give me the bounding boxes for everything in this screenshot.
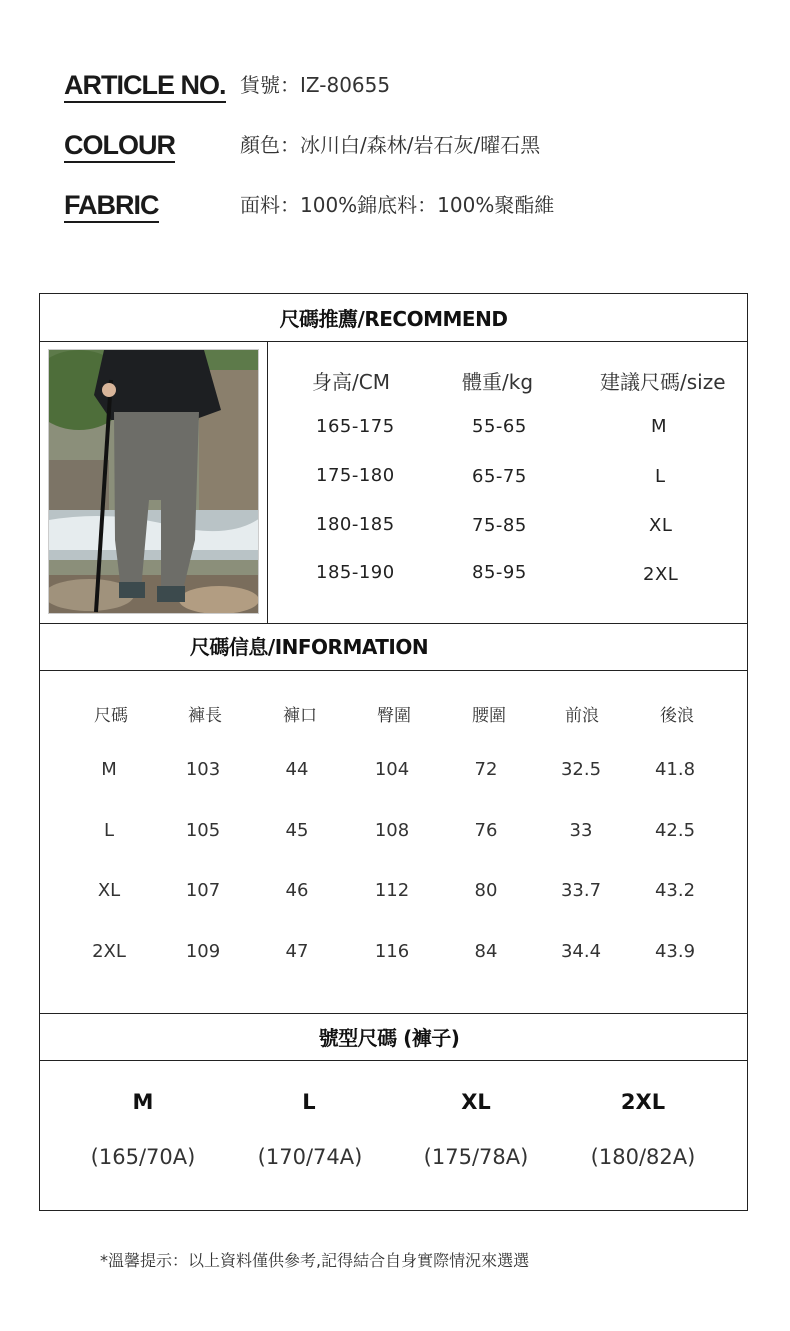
info-front-rise: 33.7 xyxy=(560,880,602,901)
info-back-rise: 43.2 xyxy=(654,880,696,901)
info-hip: 104 xyxy=(374,759,410,780)
divider xyxy=(39,341,748,342)
rec-weight: 85-95 xyxy=(472,562,527,583)
info-hem: 46 xyxy=(285,880,309,901)
info-col-hip: 臀圍 xyxy=(377,706,411,726)
info-hip: 108 xyxy=(374,820,410,841)
info-waist: 84 xyxy=(474,941,498,962)
fit-size: L xyxy=(302,1090,316,1114)
info-hem: 45 xyxy=(285,820,309,841)
info-back-rise: 42.5 xyxy=(654,820,696,841)
info-hip: 116 xyxy=(374,941,410,962)
rec-height: 175-180 xyxy=(316,465,395,486)
divider xyxy=(39,670,748,671)
fit-code: (180/82A) xyxy=(590,1145,696,1169)
colour-value: 顏色：冰川白/森林/岩石灰/曜石黑 xyxy=(240,133,541,157)
rec-col-height: 身高/CM xyxy=(312,370,390,394)
info-length: 103 xyxy=(185,759,221,780)
info-size: M xyxy=(101,759,117,780)
info-col-front-rise: 前浪 xyxy=(565,706,599,726)
info-waist: 80 xyxy=(474,880,498,901)
article-label: ARTICLE NO. xyxy=(64,70,226,103)
rec-size: 2XL xyxy=(643,564,679,585)
rec-size: M xyxy=(651,416,668,437)
info-hem: 44 xyxy=(285,759,309,780)
rec-weight: 75-85 xyxy=(472,515,527,536)
fabric-value: 面料：100%錦底料：100%聚酯維 xyxy=(240,193,555,217)
info-front-rise: 34.4 xyxy=(560,941,602,962)
fit-size: 2XL xyxy=(620,1090,666,1114)
rec-col-weight: 體重/kg xyxy=(462,370,534,394)
fit-code: (165/70A) xyxy=(90,1145,196,1169)
info-back-rise: 43.9 xyxy=(654,941,696,962)
info-hem: 47 xyxy=(285,941,309,962)
info-waist: 72 xyxy=(474,759,498,780)
colour-row xyxy=(0,130,790,170)
divider xyxy=(39,1060,748,1061)
fit-size: XL xyxy=(461,1090,491,1114)
info-hip: 112 xyxy=(374,880,410,901)
rec-height: 165-175 xyxy=(316,416,395,437)
info-col-hem: 褲口 xyxy=(283,706,317,726)
rec-weight: 65-75 xyxy=(472,466,527,487)
rec-size: XL xyxy=(649,515,673,536)
hiker-image xyxy=(49,350,259,614)
info-length: 107 xyxy=(185,880,221,901)
info-size: L xyxy=(103,820,115,841)
info-front-rise: 33 xyxy=(569,820,593,841)
tip-note: *溫馨提示：以上資料僅供參考,記得結合自身實際情況來選選 xyxy=(100,1251,530,1270)
info-col-waist: 腰圍 xyxy=(472,706,506,726)
info-front-rise: 32.5 xyxy=(560,759,602,780)
info-length: 109 xyxy=(185,941,221,962)
info-col-size: 尺碼 xyxy=(94,706,128,726)
info-col-length: 褲長 xyxy=(188,706,222,726)
rec-weight: 55-65 xyxy=(472,416,527,437)
fit-code: (170/74A) xyxy=(257,1145,363,1169)
rec-height: 180-185 xyxy=(316,514,395,535)
rec-size: L xyxy=(655,466,666,487)
info-size: XL xyxy=(97,880,121,901)
colour-label: COLOUR xyxy=(64,130,175,163)
divider xyxy=(267,341,268,623)
model-photo xyxy=(48,349,259,614)
fabric-row xyxy=(0,190,790,230)
rec-height: 185-190 xyxy=(316,562,395,583)
information-title: 尺碼信息/INFORMATION xyxy=(189,634,429,659)
article-row xyxy=(0,70,790,110)
fit-size: M xyxy=(132,1090,154,1114)
info-waist: 76 xyxy=(474,820,498,841)
info-length: 105 xyxy=(185,820,221,841)
info-col-back-rise: 後浪 xyxy=(660,706,694,726)
rec-col-size: 建議尺碼/size xyxy=(600,370,726,394)
article-value: 貨號：IZ-80655 xyxy=(240,73,391,97)
fit-code: (175/78A) xyxy=(423,1145,529,1169)
recommend-title: 尺碼推薦/RECOMMEND xyxy=(279,306,508,331)
info-back-rise: 41.8 xyxy=(654,759,696,780)
info-size: 2XL xyxy=(92,941,126,962)
fabric-label: FABRIC xyxy=(64,190,159,223)
fit-title: 號型尺碼 (褲子) xyxy=(318,1025,460,1050)
